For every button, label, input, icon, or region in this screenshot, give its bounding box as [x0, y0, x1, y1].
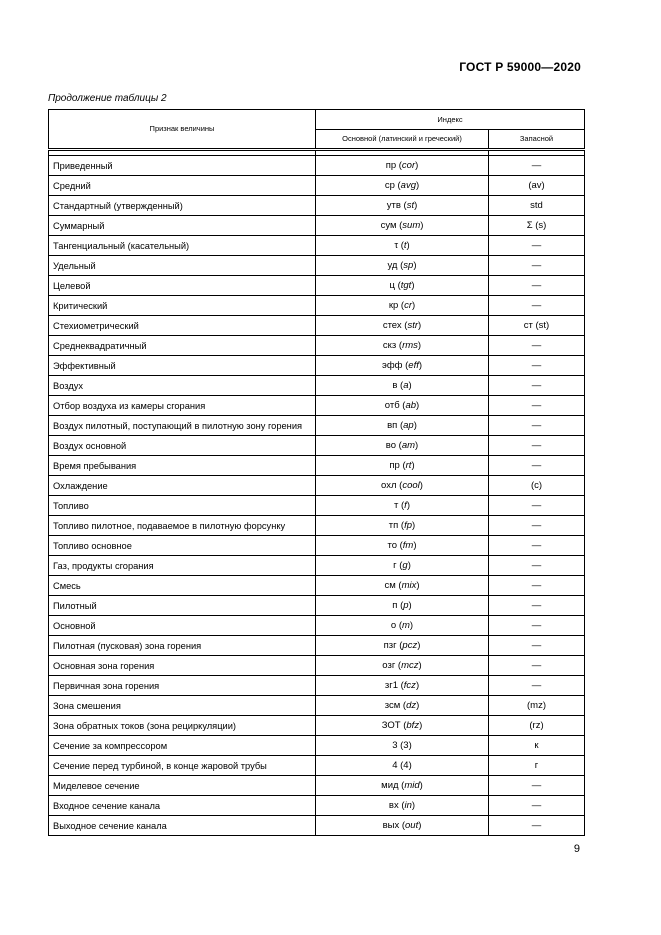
row-main-index [316, 556, 489, 576]
row-name: Средний [49, 176, 316, 196]
row-main-index [316, 476, 489, 496]
main-index-latin: fm [402, 539, 414, 551]
row-main-index [316, 276, 489, 296]
row-main-index [316, 496, 489, 516]
main-index-cyrillic: сум ( [380, 219, 403, 231]
row-name: Время пребывания [49, 456, 316, 476]
row-spare-index: std [489, 196, 585, 216]
row-spare-index: Σ (s) [489, 216, 585, 236]
main-index-close: ) [414, 199, 418, 211]
main-index-close: ) [412, 299, 416, 311]
main-index-cyrillic: см ( [384, 579, 402, 591]
row-main-index [316, 656, 489, 676]
row-name: Сечение перед турбиной, в конце жаровой трубы [49, 756, 316, 776]
row-spare-index: — [489, 636, 585, 656]
main-index-latin: f [404, 499, 407, 511]
table-row [49, 616, 585, 636]
row-name: Воздух основной [49, 436, 316, 456]
main-index-latin: st [406, 199, 415, 211]
row-spare-index: — [489, 576, 585, 596]
row-main-index [316, 616, 489, 636]
main-index-cyrillic: отб ( [384, 399, 406, 411]
table-body [49, 150, 585, 836]
main-index-close: ) [408, 599, 412, 611]
row-name: Суммарный [49, 216, 316, 236]
row-main-index [316, 536, 489, 556]
main-index-close: ) [419, 719, 423, 731]
main-index-cyrillic: охл ( [381, 479, 403, 491]
main-index-latin: fcz [403, 679, 416, 691]
main-index-close: ) [406, 239, 410, 251]
row-spare-index: — [489, 496, 585, 516]
main-index-latin: bfz [406, 719, 420, 731]
row-spare-index: — [489, 616, 585, 636]
row-spare-index: — [489, 236, 585, 256]
table-row [49, 396, 585, 416]
main-index-close: ) [408, 379, 412, 391]
main-index-latin: str [407, 319, 418, 331]
main-index-cyrillic: зг1 ( [384, 679, 404, 691]
row-name: Отбор воздуха из камеры сгорания [49, 396, 316, 416]
main-index-latin: m [402, 619, 410, 631]
row-spare-index: ст (st) [489, 316, 585, 336]
main-index-close: ) [413, 539, 417, 551]
row-main-index [316, 436, 489, 456]
table-row [49, 236, 585, 256]
table-row [49, 476, 585, 496]
table-header [49, 110, 585, 150]
table-row [49, 456, 585, 476]
table-row [49, 516, 585, 536]
main-index-close: ) [418, 319, 422, 331]
main-index-cyrillic: озг ( [382, 659, 402, 671]
main-index-close: ) [416, 179, 420, 191]
main-index-cyrillic: пр ( [385, 159, 402, 171]
main-index-close: ) [415, 439, 419, 451]
index-table [48, 109, 585, 836]
main-index-close: ) [416, 579, 420, 591]
table-row [49, 536, 585, 556]
main-index-cyrillic: ср ( [384, 179, 401, 191]
main-index-cyrillic: зсм ( [384, 699, 407, 711]
row-name: Среднеквадратичный [49, 336, 316, 356]
row-name: Входное сечение канала [49, 796, 316, 816]
main-index-latin: cr [404, 299, 412, 311]
main-index-close: ) [420, 219, 424, 231]
main-index-latin: mix [401, 579, 417, 591]
table-row [49, 156, 585, 176]
main-index-cyrillic: вх ( [388, 799, 405, 811]
row-spare-index: — [489, 376, 585, 396]
main-index-latin: am [401, 439, 416, 451]
row-name: Пилотная (пусковая) зона горения [49, 636, 316, 656]
main-index-latin: pcz [402, 639, 418, 651]
row-name: Смесь [49, 576, 316, 596]
table-row [49, 656, 585, 676]
row-name: Зона смешения [49, 696, 316, 716]
row-main-index [316, 716, 489, 736]
row-main-index [316, 416, 489, 436]
main-index-close: ) [411, 279, 415, 291]
main-index-close: ) [418, 819, 422, 831]
row-spare-index: (mz) [489, 696, 585, 716]
main-index-close: ) [415, 159, 419, 171]
main-index-close: ) [416, 399, 420, 411]
main-index-close: ) [409, 619, 414, 631]
row-name: Сечение за компрессором [49, 736, 316, 756]
header-main: Основной (латинский и греческий) [316, 130, 489, 150]
row-name: Охлаждение [49, 476, 316, 496]
table-row [49, 696, 585, 716]
row-spare-index: — [489, 536, 585, 556]
table-caption: Продолжение таблицы 2 [48, 93, 167, 104]
row-main-index [316, 376, 489, 396]
document-code: ГОСТ Р 59000—2020 [459, 60, 581, 74]
main-index-latin: ab [405, 399, 417, 411]
row-spare-index: — [489, 776, 585, 796]
row-main-index [316, 336, 489, 356]
main-index-cyrillic: 3 (3) [392, 739, 412, 751]
page-number: 9 [573, 843, 580, 855]
main-index-cyrillic: то ( [387, 539, 403, 551]
row-main-index [316, 756, 489, 776]
row-main-index [316, 196, 489, 216]
row-spare-index: (rz) [489, 716, 585, 736]
main-index-latin: mcz [401, 659, 419, 671]
main-index-cyrillic: кр ( [388, 299, 405, 311]
table-row [49, 736, 585, 756]
row-main-index [316, 776, 489, 796]
row-spare-index: — [489, 656, 585, 676]
table-row [49, 256, 585, 276]
row-name: Стандартный (утвержденный) [49, 196, 316, 216]
row-main-index [316, 816, 489, 836]
main-index-latin: mid [404, 779, 420, 791]
main-index-close: ) [419, 779, 423, 791]
main-index-latin: sp [403, 259, 414, 271]
row-spare-index: г [489, 756, 585, 776]
main-index-close: ) [406, 499, 410, 511]
table-row [49, 576, 585, 596]
row-main-index [316, 576, 489, 596]
table-row [49, 336, 585, 356]
row-main-index [316, 256, 489, 276]
main-index-close: ) [418, 359, 423, 371]
row-spare-index: — [489, 796, 585, 816]
table-row [49, 716, 585, 736]
main-index-cyrillic: стех ( [382, 319, 408, 331]
row-name: Основная зона горения [49, 656, 316, 676]
main-index-latin: rms [402, 339, 418, 351]
row-spare-index: (c) [489, 476, 585, 496]
row-spare-index: — [489, 816, 585, 836]
main-index-close: ) [413, 259, 417, 271]
header-spare: Запасной [489, 130, 585, 150]
main-index-cyrillic: т ( [394, 499, 405, 511]
row-main-index [316, 516, 489, 536]
table-row [49, 316, 585, 336]
table-row [49, 676, 585, 696]
row-spare-index: — [489, 356, 585, 376]
row-spare-index: — [489, 676, 585, 696]
main-index-latin: cor [401, 159, 416, 171]
main-index-cyrillic: пр ( [389, 459, 406, 471]
main-index-close: ) [417, 339, 422, 351]
main-index-close: ) [415, 679, 420, 691]
row-name: Газ, продукты сгорания [49, 556, 316, 576]
row-name: Миделевое сечение [49, 776, 316, 796]
row-spare-index: — [489, 596, 585, 616]
main-index-cyrillic: уд ( [387, 259, 404, 271]
row-main-index [316, 236, 489, 256]
main-index-latin: avg [400, 179, 416, 191]
row-name: Топливо [49, 496, 316, 516]
row-spare-index: — [489, 276, 585, 296]
row-name: Выходное сечение канала [49, 816, 316, 836]
row-name: Критический [49, 296, 316, 316]
row-main-index [316, 316, 489, 336]
main-index-cyrillic: в ( [392, 379, 404, 391]
row-name: Эффективный [49, 356, 316, 376]
row-spare-index: — [489, 416, 585, 436]
row-name: Топливо основное [49, 536, 316, 556]
row-spare-index: — [489, 516, 585, 536]
main-index-cyrillic: ц ( [389, 279, 401, 291]
main-index-latin: t [403, 239, 407, 251]
row-main-index [316, 736, 489, 756]
row-name: Пилотный [49, 596, 316, 616]
row-spare-index: — [489, 396, 585, 416]
main-index-close: ) [411, 459, 415, 471]
main-index-cyrillic: 4 (4) [392, 759, 412, 771]
table-row [49, 816, 585, 836]
row-spare-index: — [489, 296, 585, 316]
row-main-index [316, 296, 489, 316]
row-main-index [316, 216, 489, 236]
main-index-cyrillic: мид ( [381, 779, 405, 791]
table-row [49, 176, 585, 196]
row-main-index [316, 636, 489, 656]
row-name: Зона обратных токов (зона рециркуляции) [49, 716, 316, 736]
main-index-close: ) [417, 639, 421, 651]
main-index-latin: in [404, 799, 412, 811]
row-name: Топливо пилотное, подаваемое в пилотную форсунку [49, 516, 316, 536]
table-row [49, 636, 585, 656]
table-row [49, 296, 585, 316]
row-spare-index: — [489, 336, 585, 356]
main-index-cyrillic: вых ( [382, 819, 406, 831]
main-index-close: ) [418, 659, 422, 671]
main-index-cyrillic: τ ( [394, 239, 404, 251]
row-name: Воздух [49, 376, 316, 396]
table-row [49, 416, 585, 436]
main-index-latin: sum [402, 219, 421, 231]
row-spare-index: — [489, 456, 585, 476]
table-row [49, 376, 585, 396]
row-name: Воздух пилотный, поступающий в пилотную зону горения [49, 416, 316, 436]
row-name: Первичная зона горения [49, 676, 316, 696]
row-name: Основной [49, 616, 316, 636]
table-row [49, 216, 585, 236]
main-index-latin: tgt [400, 279, 412, 291]
row-main-index [316, 156, 489, 176]
main-index-cyrillic: скз ( [382, 339, 403, 351]
table-row [49, 776, 585, 796]
main-index-latin: rt [405, 459, 412, 471]
main-index-latin: fp [404, 519, 413, 531]
table-row [49, 796, 585, 816]
main-index-latin: cool [402, 479, 420, 491]
main-index-cyrillic: утв ( [386, 199, 407, 211]
row-spare-index: — [489, 256, 585, 276]
main-index-cyrillic: о ( [390, 619, 402, 631]
row-main-index [316, 176, 489, 196]
main-index-cyrillic: пзг ( [383, 639, 403, 651]
main-index-cyrillic: ЗОТ ( [381, 719, 407, 731]
row-name: Приведенный [49, 156, 316, 176]
row-name: Стехиометрический [49, 316, 316, 336]
header-index: Индекс [316, 110, 585, 130]
main-index-close: ) [411, 799, 416, 811]
table-row [49, 596, 585, 616]
row-name: Целевой [49, 276, 316, 296]
main-index-cyrillic: во ( [385, 439, 402, 451]
main-index-latin: dz [406, 699, 417, 711]
row-name: Тангенциальный (касательный) [49, 236, 316, 256]
table-row [49, 356, 585, 376]
main-index-latin: eff [408, 359, 419, 371]
row-main-index [316, 676, 489, 696]
main-index-latin: p [403, 599, 409, 611]
main-index-close: ) [412, 519, 416, 531]
main-index-close: ) [413, 419, 417, 431]
table-row [49, 436, 585, 456]
main-index-close: ) [407, 559, 411, 571]
row-main-index [316, 356, 489, 376]
main-index-latin: a [403, 379, 409, 391]
main-index-cyrillic: эфф ( [381, 359, 409, 371]
table-row [49, 196, 585, 216]
row-main-index [316, 796, 489, 816]
main-index-close: ) [419, 479, 423, 491]
row-main-index [316, 696, 489, 716]
main-index-close: ) [416, 699, 420, 711]
row-main-index [316, 456, 489, 476]
main-index-latin: g [402, 559, 408, 571]
row-main-index [316, 596, 489, 616]
main-index-cyrillic: п ( [392, 599, 404, 611]
main-index-latin: out [405, 819, 419, 831]
main-index-latin: ap [403, 419, 414, 431]
row-spare-index: — [489, 556, 585, 576]
table-row [49, 556, 585, 576]
main-index-cyrillic: г ( [393, 559, 403, 571]
row-spare-index: — [489, 436, 585, 456]
header-name: Признак величины [49, 110, 316, 150]
row-main-index [316, 396, 489, 416]
table-row [49, 496, 585, 516]
main-index-cyrillic: вп ( [387, 419, 404, 431]
row-spare-index: к [489, 736, 585, 756]
table-row [49, 756, 585, 776]
row-name: Удельный [49, 256, 316, 276]
row-spare-index: — [489, 156, 585, 176]
row-spare-index: (av) [489, 176, 585, 196]
main-index-cyrillic: тп ( [388, 519, 405, 531]
table-row [49, 276, 585, 296]
